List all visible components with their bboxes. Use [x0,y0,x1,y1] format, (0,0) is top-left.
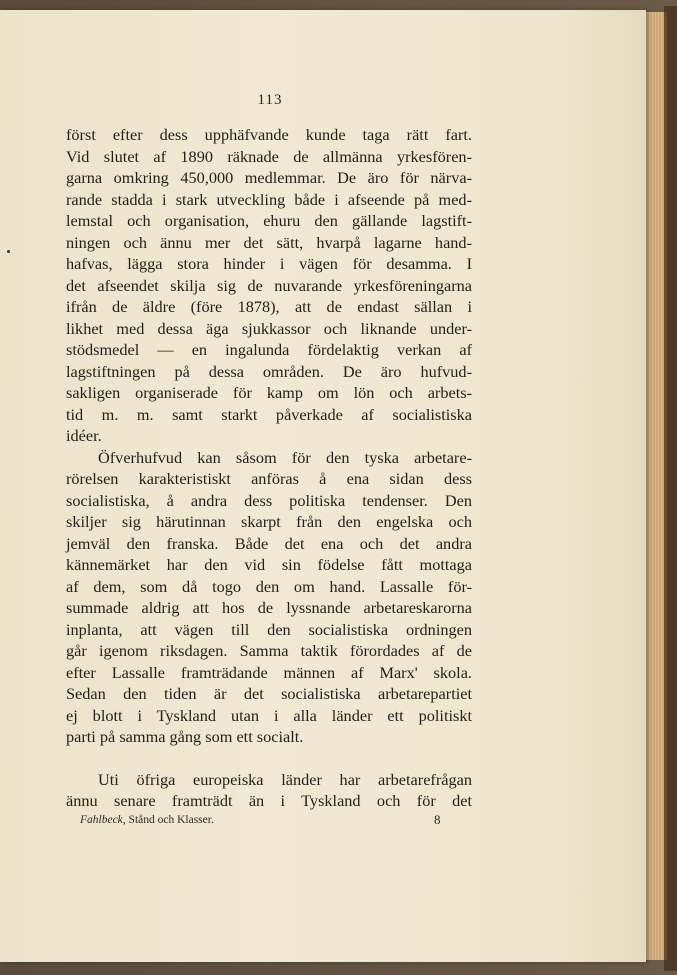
footer-author: Fahlbeck, [80,814,126,826]
text-line: stödsmedel — en ingalunda fördelaktig verkan af [66,340,472,359]
page-number: 113 [257,92,283,108]
text-line: rande stadda i stark utveckling både i afseende på med- [66,189,472,209]
text-line: Uti öfriga europeiska länder har arbetarefrågan [98,769,472,789]
text-line: tid m. m. samt starkt påverkade af socialistiska [66,404,472,424]
text-line: lagstiftningen på dessa områden. De äro hufvud- [66,361,472,381]
text-line: hafvas, lägga stora hinder i vägen för desamma. I [66,254,472,273]
text-line: af dem, som då togo den om hand. Lassalle för- [66,576,472,596]
text-line: jemväl den franska. Både det ena och det andra [66,533,472,553]
text-line: efter Lassalle framträdande männen af Marx' skola. [66,662,472,682]
text-line: går igenom riksdagen. Samma taktik förordades af de [66,641,472,660]
text-line: kännemärket har den vid sin födelse fått mottaga [66,555,472,574]
text-line: först efter dess upphäfvande kunde taga rätt fart. [66,125,472,144]
text-line: det afseendet skilja sig de nuvarande yrkesföreningarna [66,275,472,295]
text-line: sakligen organiserade för kamp om lön och arbets- [66,383,472,402]
ink-speck [7,250,10,253]
footer-signature-number: 8 [434,812,441,827]
text-line: inplanta, att vägen till den socialistiska ordningen [66,619,472,639]
text-line: ännu senare framträdt än i Tyskland och för det [66,791,472,810]
text-line: likhet med dessa äga sjukkassor och liknande under- [66,318,472,338]
paragraph-gap [66,748,472,769]
footer-title: Stånd och Klasser. [125,814,214,826]
text-line: Vid slutet af 1890 räknade de allmänna yrkesfören- [66,146,472,166]
text-line: ifrån de äldre (före 1878), att de endast sällan i [66,297,472,316]
text-line: lemstal och organisation, ehuru den gällande lagstift- [66,211,472,230]
text-line: ej blott i Tyskland utan i alla länder ett politiskt [66,705,472,725]
text-line: summade aldrig att hos de lyssnande arbetareskarorna [66,598,472,617]
footer-signature [80,814,214,826]
text-line: Sedan den tiden är det socialistiska arbetarepartiet [66,684,472,703]
body-text [66,124,472,812]
text-line: parti på samma gång som ett socialt. [66,727,304,746]
text-line: skiljer sig härutinnan skarpt från den engelska och [66,512,472,531]
text-line: rörelsen karakteristiskt anföras å ena sidan dess [66,469,472,488]
text-line: socialistiska, å andra dess politiska tendenser. Den [66,490,472,510]
text-line: ningen och ännu mer det sätt, hvarpå lagarne hand- [66,232,472,252]
text-line: idéer. [66,426,102,445]
text-line: Öfverhufvud kan såsom för den tyska arbetare- [98,447,472,467]
text-line: garna omkring 450,000 medlemmar. De äro för närva- [66,168,472,187]
